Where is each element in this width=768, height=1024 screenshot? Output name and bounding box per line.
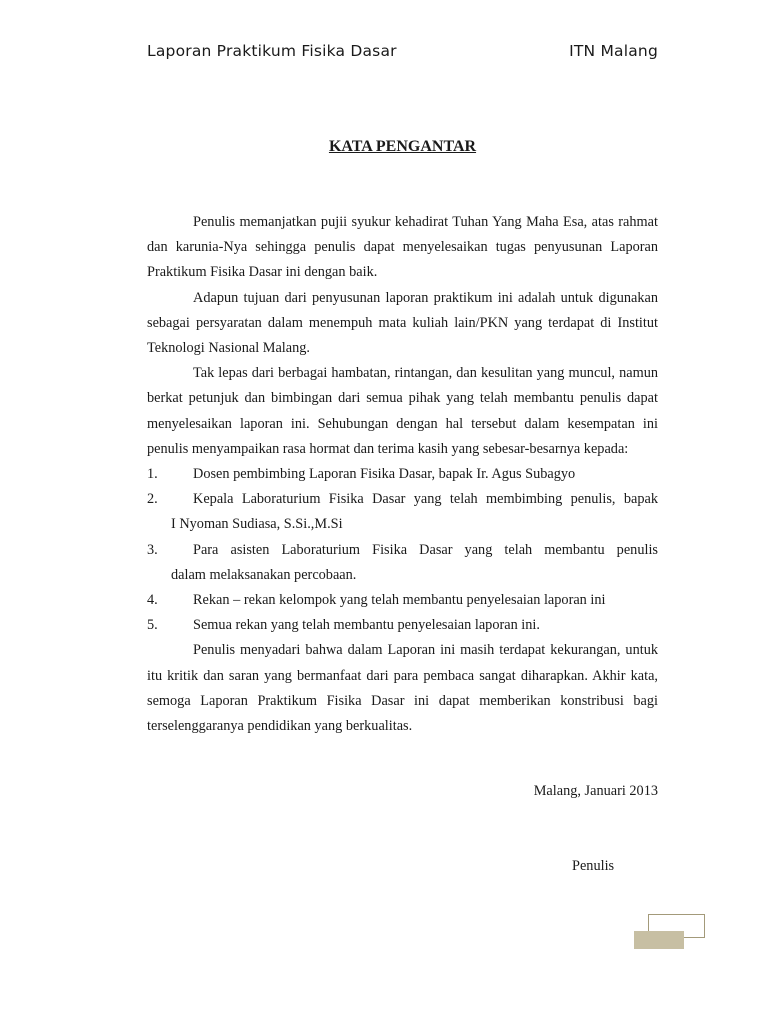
page-number-tab — [634, 931, 684, 949]
list-item — [147, 613, 658, 638]
list-item-continuation: I Nyoman Sudiasa, S.Si.,M.Si — [171, 516, 343, 533]
list-item-number: 2. — [147, 491, 158, 508]
page-title: KATA PENGANTAR — [328, 138, 477, 155]
list-item — [147, 487, 658, 537]
paragraph-thanks: Tak lepas dari berbagai hambatan, rintangan, dan kesulitan yang muncul, namun berkat petunjuk dan bimbingan dari semua pihak yang telah membantu penulis dapat menyelesaikan laporan ini. Sehubungan dengan hal tersebut dalam kesempatan ini penulis menyampaikan rasa hormat dan terima kasih yang sebesar-besarnya kepada: — [147, 365, 658, 457]
signoff-author: Penulis — [572, 858, 615, 874]
list-item-text: Para asisten Laboraturium Fisika Dasar yang telah membantu penulis — [193, 541, 658, 558]
list-item-number: 3. — [147, 541, 158, 558]
running-header-title: Laporan Praktikum Fisika Dasar — [147, 42, 397, 60]
paragraph-purpose: Adapun tujuan dari penyusunan laporan praktikum ini adalah untuk digunakan sebagai persyaratan dalam menempuh mata kuliah lain/PKN yang terdapat di Institut Teknologi Nasional Malang. — [147, 289, 658, 357]
list-item-text: Dosen pembimbing Laporan Fisika Dasar, bapak Ir. Agus Subagyo — [193, 466, 576, 483]
list-item-text: Rekan – rekan kelompok yang telah membantu penyelesaian laporan ini — [193, 592, 606, 609]
list-item-text: Kepala Laboraturium Fisika Dasar yang telah membimbing penulis, bapak — [193, 491, 658, 508]
paragraph-closing: Penulis menyadari bahwa dalam Laporan ini masih terdapat kekurangan, untuk itu kritik dan saran yang bermanfaat dari para pembaca sangat diharapkan. Akhir kata, semoga Laporan Praktikum Fisika Dasar ini dapat memberikan konstribusi bagi terselenggaranya pendidikan yang berkualitas. — [147, 642, 658, 735]
list-item — [147, 462, 658, 487]
list-item-text: Semua rekan yang telah membantu penyelesaian laporan ini. — [193, 617, 540, 634]
signoff-place-date: Malang, Januari 2013 — [533, 783, 658, 799]
list-item-number: 1. — [147, 466, 158, 483]
list-item — [147, 588, 658, 613]
document-body — [147, 210, 658, 739]
list-item-number: 4. — [147, 592, 158, 609]
paragraph-intro: Penulis memanjatkan pujii syukur kehadirat Tuhan Yang Maha Esa, atas rahmat dan karunia-Nya sehingga penulis dapat menyelesaikan tugas penyusunan Laporan Praktikum Fisika Dasar ini dengan baik. — [147, 214, 658, 281]
list-item-number: 5. — [147, 617, 158, 634]
running-header-institution: ITN Malang — [569, 42, 658, 60]
list-item — [147, 538, 658, 588]
list-item-continuation: dalam melaksanakan percobaan. — [171, 566, 357, 583]
